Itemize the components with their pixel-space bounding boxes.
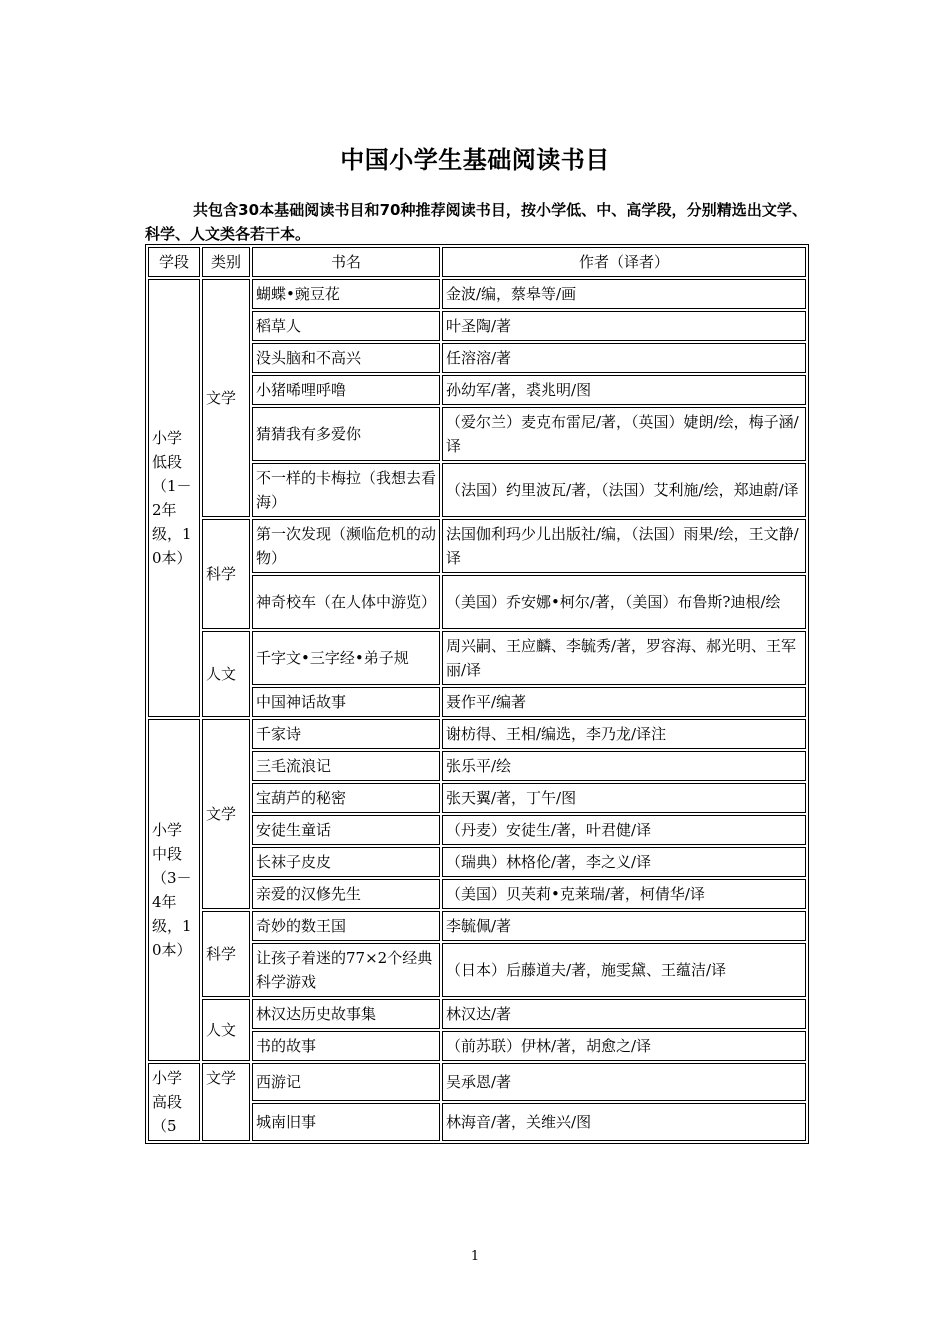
table-header-row bbox=[148, 247, 806, 277]
book-title: 三毛流浪记 bbox=[252, 751, 440, 781]
header-author: 作者（译者） bbox=[442, 247, 806, 277]
book-author: 林海音/著，关维兴/图 bbox=[442, 1103, 806, 1141]
book-author: 周兴嗣、王应麟、李毓秀/著，罗容海、郝光明、王军丽/译 bbox=[442, 631, 806, 685]
table-row bbox=[148, 719, 806, 749]
book-title: 安徒生童话 bbox=[252, 815, 440, 845]
stage-cell: 小学高段（5 bbox=[148, 1063, 200, 1141]
table-row bbox=[148, 999, 806, 1029]
book-title: 奇妙的数王国 bbox=[252, 911, 440, 941]
book-author: 林汉达/著 bbox=[442, 999, 806, 1029]
stage-cell: 小学中段（3－4年级，10本） bbox=[148, 719, 200, 1061]
intro-paragraph: 共包含30本基础阅读书目和70种推荐阅读书目，按小学低、中、高学段，分别精选出文学、科学、人文类各若干本。 bbox=[145, 201, 807, 243]
header-stage: 学段 bbox=[148, 247, 200, 277]
reading-list-table bbox=[145, 244, 809, 1144]
book-author: 任溶溶/著 bbox=[442, 343, 806, 373]
book-author: （美国）乔安娜•柯尔/著，（美国）布鲁斯?迪根/绘 bbox=[442, 575, 806, 629]
category-cell: 科学 bbox=[202, 911, 250, 997]
stage-cell: 小学低段（1－2年级，10本） bbox=[148, 279, 200, 717]
category-cell: 文学 bbox=[202, 1063, 250, 1141]
page-title: 中国小学生基础阅读书目 bbox=[340, 146, 610, 174]
table-row bbox=[148, 911, 806, 941]
book-title: 小猪唏哩呼噜 bbox=[252, 375, 440, 405]
table-body bbox=[148, 279, 806, 1141]
book-title: 没头脑和不高兴 bbox=[252, 343, 440, 373]
header-book: 书名 bbox=[252, 247, 440, 277]
table-row bbox=[148, 1063, 806, 1101]
category-cell: 文学 bbox=[202, 279, 250, 517]
book-author: （美国）贝芙莉•克莱瑞/著，柯倩华/译 bbox=[442, 879, 806, 909]
table-row bbox=[148, 519, 806, 573]
book-author: （法国）约里波瓦/著，（法国）艾利施/绘，郑迪蔚/译 bbox=[442, 463, 806, 517]
book-author: （前苏联）伊林/著，胡愈之/译 bbox=[442, 1031, 806, 1061]
book-title: 书的故事 bbox=[252, 1031, 440, 1061]
category-cell: 科学 bbox=[202, 519, 250, 629]
book-author: （丹麦）安徒生/著，叶君健/译 bbox=[442, 815, 806, 845]
header-category: 类别 bbox=[202, 247, 250, 277]
book-author: 吴承恩/著 bbox=[442, 1063, 806, 1101]
book-author: （日本）后藤道夫/著，施雯黛、王蕴洁/译 bbox=[442, 943, 806, 997]
book-title: 西游记 bbox=[252, 1063, 440, 1101]
book-title: 神奇校车（在人体中游览） bbox=[252, 575, 440, 629]
book-author: 法国伽利玛少儿出版社/编，（法国）雨果/绘，王文静/译 bbox=[442, 519, 806, 573]
category-cell: 文学 bbox=[202, 719, 250, 909]
book-author: （爱尔兰）麦克布雷尼/著，（英国）婕朗/绘，梅子涵/译 bbox=[442, 407, 806, 461]
book-author: 聂作平/编著 bbox=[442, 687, 806, 717]
book-title: 林汉达历史故事集 bbox=[252, 999, 440, 1029]
book-author: 叶圣陶/著 bbox=[442, 311, 806, 341]
book-title: 宝葫芦的秘密 bbox=[252, 783, 440, 813]
book-title: 长袜子皮皮 bbox=[252, 847, 440, 877]
book-title: 蝴蝶•豌豆花 bbox=[252, 279, 440, 309]
category-cell: 人文 bbox=[202, 999, 250, 1061]
book-author: 孙幼军/著，裘兆明/图 bbox=[442, 375, 806, 405]
book-title: 不一样的卡梅拉（我想去看海） bbox=[252, 463, 440, 517]
book-author: 张乐平/绘 bbox=[442, 751, 806, 781]
book-author: 金波/编，蔡皋等/画 bbox=[442, 279, 806, 309]
book-title: 千字文•三字经•弟子规 bbox=[252, 631, 440, 685]
book-title: 城南旧事 bbox=[252, 1103, 440, 1141]
category-cell: 人文 bbox=[202, 631, 250, 717]
book-author: （瑞典）林格伦/著，李之义/译 bbox=[442, 847, 806, 877]
book-author: 张天翼/著，丁午/图 bbox=[442, 783, 806, 813]
book-title: 猜猜我有多爱你 bbox=[252, 407, 440, 461]
book-title: 第一次发现（濒临危机的动物） bbox=[252, 519, 440, 573]
table-row bbox=[148, 279, 806, 309]
table-row bbox=[148, 631, 806, 685]
book-title: 千家诗 bbox=[252, 719, 440, 749]
book-title: 让孩子着迷的77×2个经典科学游戏 bbox=[252, 943, 440, 997]
book-title: 亲爱的汉修先生 bbox=[252, 879, 440, 909]
book-author: 谢枋得、王相/编选，李乃龙/译注 bbox=[442, 719, 806, 749]
book-title: 稻草人 bbox=[252, 311, 440, 341]
page-number: 1 bbox=[470, 1249, 480, 1264]
book-author: 李毓佩/著 bbox=[442, 911, 806, 941]
book-title: 中国神话故事 bbox=[252, 687, 440, 717]
